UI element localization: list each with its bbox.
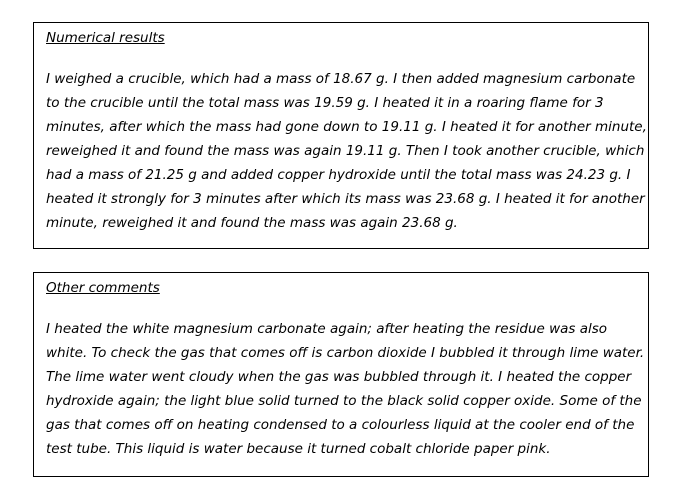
- numerical-results-line: heated it strongly for 3 minutes after which its mass was 23.68 g. I heated it for another: [46, 191, 645, 207]
- numerical-results-line: minutes, after which the mass had gone down to 19.11 g. I heated it for another minute,: [46, 119, 647, 135]
- other-comments-line: The lime water went cloudy when the gas was bubbled through it. I heated the copper: [46, 369, 632, 385]
- other-comments-line: test tube. This liquid is water because it turned cobalt chloride paper pink.: [46, 441, 551, 457]
- numerical-results-box: [33, 22, 649, 249]
- numerical-results-line: had a mass of 21.25 g and added copper hydroxide until the total mass was 24.23 g. I: [46, 167, 631, 183]
- numerical-results-line: I weighed a crucible, which had a mass of 18.67 g. I then added magnesium carbonate: [46, 71, 636, 87]
- numerical-results-line: reweighed it and found the mass was again 19.11 g. Then I took another crucible, which: [46, 143, 645, 159]
- other-comments-heading: Other comments: [46, 280, 160, 296]
- numerical-results-heading: Numerical results: [46, 30, 165, 46]
- other-comments-line: gas that comes off on heating condensed to a colourless liquid at the cooler end of the: [46, 417, 635, 433]
- other-comments-line: hydroxide again; the light blue solid turned to the black solid copper oxide. Some of the: [46, 393, 642, 409]
- numerical-results-line: minute, reweighed it and found the mass was again 23.68 g.: [46, 215, 458, 231]
- other-comments-text: [46, 317, 645, 461]
- numerical-results-line: to the crucible until the total mass was 19.59 g. I heated it in a roaring flame for 3: [46, 95, 604, 111]
- numerical-results-text: [46, 67, 647, 235]
- other-comments-line: I heated the white magnesium carbonate again; after heating the residue was also: [46, 321, 608, 337]
- other-comments-line: white. To check the gas that comes off is carbon dioxide I bubbled it through lime water.: [46, 345, 645, 361]
- other-comments-box: [33, 272, 649, 477]
